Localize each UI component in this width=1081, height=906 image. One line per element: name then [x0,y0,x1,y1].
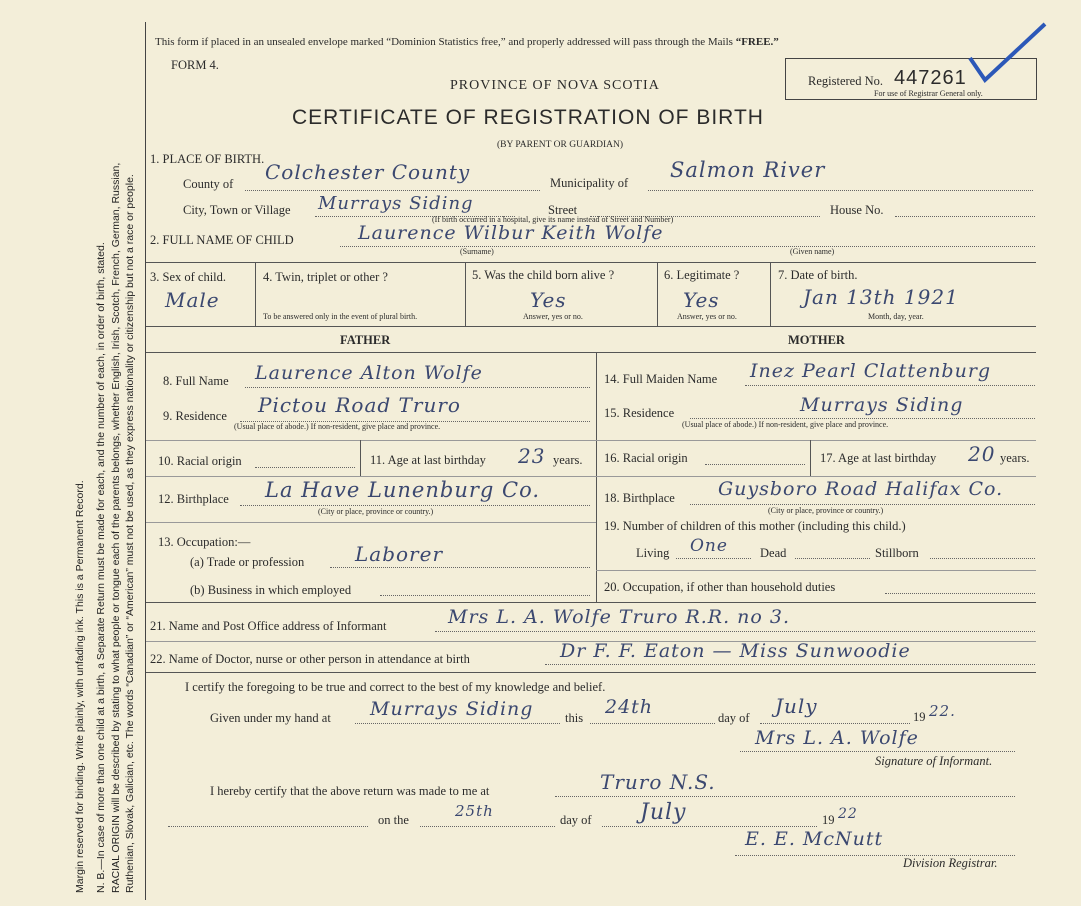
mother-name-value: Inez Pearl Clattenburg [750,360,992,382]
child-name-label: 2. FULL NAME OF CHILD [150,233,294,247]
margin-text-1: Margin reserved for binding. Write plainly, with unfading ink. This is a Permanent Record. [74,480,86,893]
this-label: this [565,711,584,725]
given-label: Given under my hand at [210,711,331,725]
informant-value: Mrs L. A. Wolfe Truro R.R. no 3. [448,606,791,628]
page-title: CERTIFICATE OF REGISTRATION OF BIRTH [292,106,764,129]
registered-note: For use of Registrar General only. [874,89,983,98]
check-mark-icon [960,18,1050,88]
margin-text-4: Ruthenian, Slovak, Galician, etc. The words “Canadian” or “American” must not be used, as they express nationality or citizenship but not a race or people. [124,174,136,893]
mother-residence-note: (Usual place of abode.) If non-resident, give place and province. [682,420,889,429]
registrar-place-value: Truro N.S. [600,770,716,794]
registrar-year-prefix: 19 [822,813,835,827]
father-name-label: 8. Full Name [163,374,229,388]
county-value: Colchester County [265,160,471,184]
doctor-label: 22. Name of Doctor, nurse or other person in attendance at birth [150,652,470,666]
occupation-label: 13. Occupation:— [158,535,251,549]
margin-text-2: N. B.—In case of more than one child at a birth, a Separate Return must be made for each, and the number of each, in order of birth, stated. [95,242,107,893]
place-heading: 1. PLACE OF BIRTH. [150,152,265,166]
living-value: One [690,536,728,556]
stillborn-label: Stillborn [875,546,919,560]
margin-text-3: RACIAL ORIGIN will be described by stating to what people or tongue each of the parents belongs, whether English, Irish, Scotch, French, German, Russian, [110,162,122,893]
surname-note: (Surname) [460,247,494,256]
top-note: This form if placed in an unsealed envelope marked “Dominion Statistics free,” and properly addressed will pass through the Mails “FREE.” [155,36,779,48]
alive-label: 5. Was the child born alive ? [472,268,615,282]
mother-age-label: 17. Age at last birthday [820,451,937,465]
child-name-value: Laurence Wilbur Keith Wolfe [358,222,664,244]
mother-name-label: 14. Full Maiden Name [604,372,718,386]
given-month-value: July [775,694,818,718]
father-residence-value: Pictou Road Truro [258,393,461,417]
father-name-value: Laurence Alton Wolfe [255,362,483,384]
given-day-of-label: day of [718,711,750,725]
father-years: years. [553,453,583,467]
doctor-value: Dr F. F. Eaton — Miss Sunwoodie [560,640,911,662]
mother-heading: MOTHER [788,333,845,347]
certify-line: I certify the foregoing to be true and correct to the best of my knowledge and belief. [185,680,606,694]
binding-margin [0,0,146,906]
sex-value: Male [165,288,220,312]
dob-label: 7. Date of birth. [778,268,858,282]
municipality-value: Salmon River [670,158,826,182]
informant-label: 21. Name and Post Office address of Informant [150,619,387,633]
dead-label: Dead [760,546,787,560]
form-number: FORM 4. [171,58,219,72]
dob-note: Month, day, year. [868,312,924,321]
municipality-label: Municipality of [550,176,629,190]
registrar-month-value: July [640,800,687,825]
on-the-label: on the [378,813,409,827]
registrar-line: I hereby certify that the above return was made to me at [210,784,490,798]
children-label: 19. Number of children of this mother (including this child.) [604,519,906,533]
mother-birthplace-note: (City or place, province or country.) [768,506,884,515]
father-age-label: 11. Age at last birthday [370,453,486,467]
father-residence-label: 9. Residence [163,409,227,423]
father-birthplace-label: 12. Birthplace [158,492,229,506]
city-value: Murrays Siding [318,193,474,214]
house-label: House No. [830,203,884,217]
registrar-signature: E. E. McNutt [745,828,884,850]
margin-rule [145,22,146,900]
mother-residence-label: 15. Residence [604,406,675,420]
father-age-value: 23 [518,444,546,468]
subtitle: (BY PARENT OR GUARDIAN) [497,140,624,150]
informant-signature: Mrs L. A. Wolfe [755,727,919,749]
informant-signature-label: Signature of Informant. [875,754,993,768]
business-label: (b) Business in which employed [190,583,352,597]
given-year-value: 22. [929,702,956,720]
legitimate-label: 6. Legitimate ? [664,268,740,282]
registrar-day-of-label: day of [560,813,592,827]
dob-value: Jan 13th 1921 [803,285,959,309]
father-racial-label: 10. Racial origin [158,454,242,468]
father-residence-note: (Usual place of abode.) If non-resident, give place and province. [234,422,441,431]
registered-number: 447261 [894,67,967,89]
given-place-value: Murrays Siding [370,698,534,720]
registrar-title: Division Registrar. [903,856,998,870]
hospital-note: (If birth occurred in a hospital, give its name instead of Street and Number) [432,215,674,224]
registrar-year-value: 22 [838,806,858,822]
mother-racial-label: 16. Racial origin [604,451,688,465]
mother-occupation-label: 20. Occupation, if other than household duties [604,580,836,594]
province: PROVINCE OF NOVA SCOTIA [450,78,660,93]
given-name-note: (Given name) [790,247,835,256]
trade-label: (a) Trade or profession [190,555,305,569]
mother-birthplace-value: Guysboro Road Halifax Co. [718,478,1004,500]
mother-age-value: 20 [968,442,996,466]
city-label: City, Town or Village [183,203,291,217]
living-label: Living [636,546,670,560]
mother-residence-value: Murrays Siding [800,394,964,416]
sex-label: 3. Sex of child. [150,270,227,284]
street-label: Street [548,203,578,217]
registrar-day-value: 25th [455,802,494,820]
father-birthplace-note: (City or place, province or country.) [318,507,434,516]
father-heading: FATHER [340,333,391,347]
twin-note: To be answered only in the event of plural birth. [263,312,418,321]
county-label: County of [183,177,234,191]
given-year-prefix: 19 [913,710,926,724]
mother-birthplace-label: 18. Birthplace [604,491,675,505]
twin-label: 4. Twin, triplet or other ? [263,270,388,284]
trade-value: Laborer [355,542,444,566]
registered-label: Registered No. [808,74,883,88]
mother-years: years. [1000,451,1030,465]
legitimate-value: Yes [683,288,720,312]
legitimate-note: Answer, yes or no. [677,312,737,321]
alive-note: Answer, yes or no. [523,312,583,321]
father-birthplace-value: La Have Lunenburg Co. [265,478,541,502]
alive-value: Yes [530,288,567,312]
given-day-value: 24th [605,696,654,718]
